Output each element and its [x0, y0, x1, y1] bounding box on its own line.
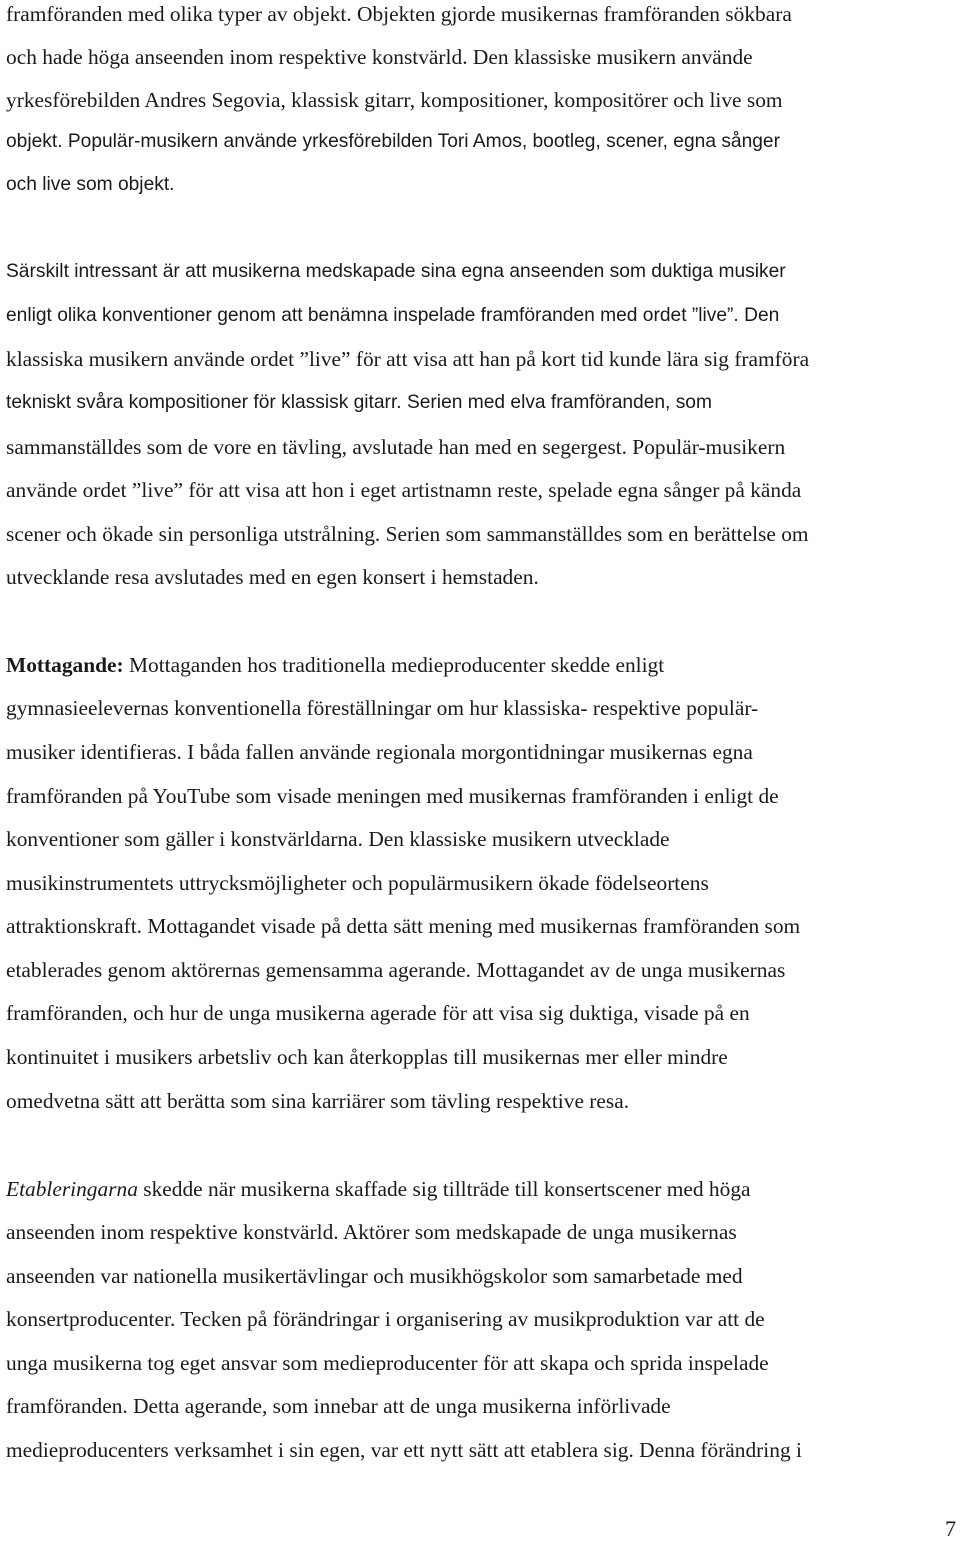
page-number: 7 — [945, 1516, 956, 1541]
text-line: gymnasieelevernas konventionella föreställningar om hur klassiska- respektive populär- — [6, 696, 759, 720]
text-line: framföranden, och hur de unga musikerna agerade för att visa sig duktiga, visade på en — [6, 1001, 750, 1025]
text-line: och hade höga anseenden inom respektive konstvärld. Den klassiske musikern använde — [6, 45, 753, 69]
text-line: och live som objekt. — [6, 174, 175, 195]
text-line: medieproducenters verksamhet i sin egen, var ett nytt sätt att etablera sig. Denna förändring i — [6, 1438, 802, 1462]
text-line: attraktionskraft. Mottagandet visade på detta sätt mening med musikernas framföranden som — [6, 914, 801, 938]
text-line: objekt. Populär-musikern använde yrkesförebilden Tori Amos, bootleg, scener, egna sånger — [6, 131, 780, 152]
text-line: klassiska musikern använde ordet ”live” för att visa att han på kort tid kunde lära sig framföra — [6, 347, 810, 371]
section-heading: Etableringarna — [6, 1177, 138, 1201]
text-line: unga musikerna tog eget ansvar som medieproducenter för att skapa och sprida inspelade — [6, 1351, 769, 1375]
text-line — [6, 651, 664, 679]
text-line: använde ordet ”live” för att visa att hon i eget artistnamn reste, spelade egna sånger på kända — [6, 478, 802, 502]
section-heading: Mottagande: — [6, 653, 124, 677]
text-line: tekniskt svåra kompositioner för klassisk gitarr. Serien med elva framföranden, som — [6, 392, 712, 413]
text-line: Särskilt intressant är att musikerna medskapade sina egna anseenden som duktiga musiker — [6, 261, 786, 282]
text-line: scener och ökade sin personliga utstrålning. Serien som sammanställdes som en berättelse om — [6, 522, 809, 546]
text-run: Mottaganden hos traditionella medieproducenter skedde enligt — [123, 653, 665, 677]
text-run: skedde när musikerna skaffade sig tillträde till konsertscener med höga — [137, 1177, 751, 1201]
text-line: framföranden på YouTube som visade meningen med musikernas framföranden i enligt de — [6, 784, 779, 808]
text-line: konventioner som gäller i konstvärldarna. Den klassiske musikern utvecklade — [6, 827, 670, 851]
text-line: sammanställdes som de vore en tävling, avslutade han med en segergest. Populär-musikern — [6, 435, 786, 459]
text-line: kontinuitet i musikers arbetsliv och kan återkopplas till musikernas mer eller mindre — [6, 1045, 728, 1069]
text-line: konsertproducenter. Tecken på förändringar i organisering av musikproduktion var att de — [6, 1307, 765, 1331]
text-line: utvecklande resa avslutades med en egen konsert i hemstaden. — [6, 565, 539, 589]
text-line: omedvetna sätt att berätta som sina karriärer som tävling respektive resa. — [6, 1089, 630, 1113]
text-line — [6, 1175, 751, 1203]
text-line: anseenden inom respektive konstvärld. Aktörer som medskapade de unga musikernas — [6, 1220, 737, 1244]
text-line: etablerades genom aktörernas gemensamma agerande. Mottagandet av de unga musikernas — [6, 958, 786, 982]
text-line: musiker identifieras. I båda fallen använde regionala morgontidningar musikernas egna — [6, 740, 753, 764]
text-line: enligt olika konventioner genom att benämna inspelade framföranden med ordet ”live”. Den — [6, 305, 780, 326]
text-line: framföranden med olika typer av objekt. Objekten gjorde musikernas framföranden sökbara — [6, 2, 792, 26]
text-line: framföranden. Detta agerande, som innebar att de unga musikerna införlivade — [6, 1394, 671, 1418]
text-line: anseenden var nationella musikertävlingar och musikhögskolor som samarbetade med — [6, 1264, 743, 1288]
text-line: yrkesförebilden Andres Segovia, klassisk gitarr, kompositioner, kompositörer och live som — [6, 88, 783, 112]
text-line: musikinstrumentets uttrycksmöjligheter och populärmusikern ökade födelseortens — [6, 871, 709, 895]
